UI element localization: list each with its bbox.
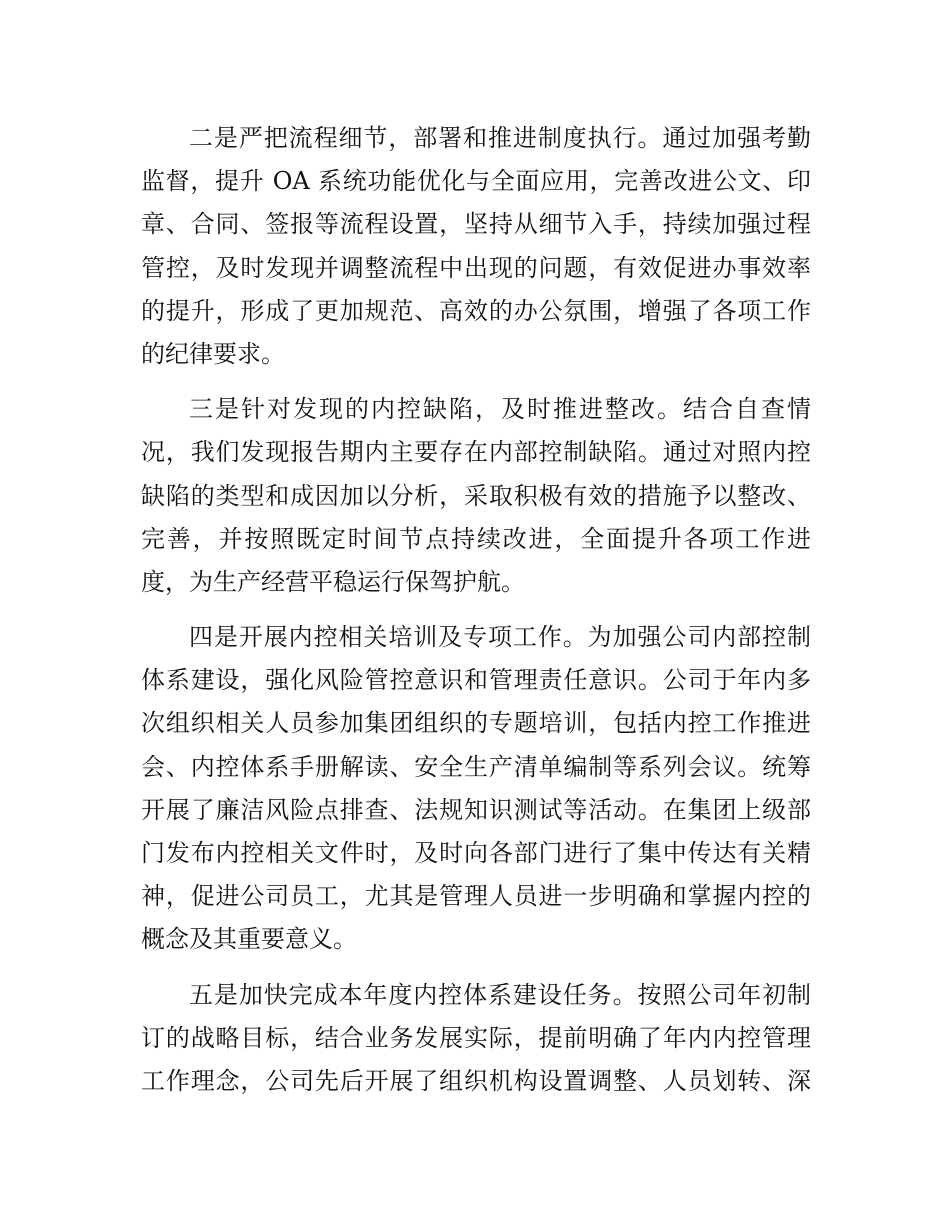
paragraph-control-defects [141,388,811,604]
paragraph-line: 体系建设，强化风险管控意识和管理责任意识。公司于年内多 [141,666,811,695]
paragraph-line: 五是加快完成本年度内控体系建设任务。按照公司年初制 [189,980,811,1009]
paragraph-line: 四是开展内控相关培训及专项工作。为加强公司内部控制 [189,623,811,652]
paragraph-line: 度，为生产经营平稳运行保驾护航。 [141,567,525,596]
paragraph-line: 况，我们发现报告期内主要存在内部控制缺陷。通过对照内控 [141,438,811,467]
paragraph-line: 三是针对发现的内控缺陷，及时推进整改。结合自查情 [189,395,811,424]
paragraph-training [141,616,811,962]
paragraph-line: 会、内控体系手册解读、安全生产清单编制等系列会议。统筹 [141,752,811,781]
paragraph-system-construction [141,974,811,1104]
paragraph-line: 缺陷的类型和成因加以分析，采取积极有效的措施予以整改、 [141,481,811,510]
paragraph-line: 工作理念，公司先后开展了组织机构设置调整、人员划转、深 [141,1066,811,1095]
paragraph-line: 二是严把流程细节，部署和推进制度执行。通过加强考勤 [189,124,811,152]
paragraph-line: 门发布内控相关文件时，及时向各部门进行了集中传达有关精 [141,839,811,867]
paragraph-process-details [141,117,811,376]
paragraph-line: 开展了廉洁风险点排查、法规知识测试等活动。在集团上级部 [141,795,811,824]
paragraph-line: 章、合同、签报等流程设置，坚持从细节入手，持续加强过程 [141,210,811,239]
paragraph-line: 完善，并按照既定时间节点持续改进，全面提升各项工作进 [141,524,811,553]
paragraph-line: 神，促进公司员工，尤其是管理人员进一步明确和掌握内控的 [141,882,811,911]
paragraph-line: 监督，提升 OA 系统功能优化与全面应用，完善改进公文、印 [141,167,811,196]
paragraph-line: 的提升，形成了更加规范、高效的办公氛围，增强了各项工作 [141,296,811,325]
paragraph-line: 订的战略目标，结合业务发展实际，提前明确了年内内控管理 [141,1023,811,1052]
paragraph-line: 的纪律要求。 [141,339,285,368]
paragraph-line: 管控，及时发现并调整流程中出现的问题，有效促进办事效率 [141,253,811,282]
paragraph-line: 次组织相关人员参加集团组织的专题培训，包括内控工作推进 [141,709,811,738]
document-body [141,117,811,1103]
paragraph-line: 概念及其重要意义。 [141,925,357,954]
